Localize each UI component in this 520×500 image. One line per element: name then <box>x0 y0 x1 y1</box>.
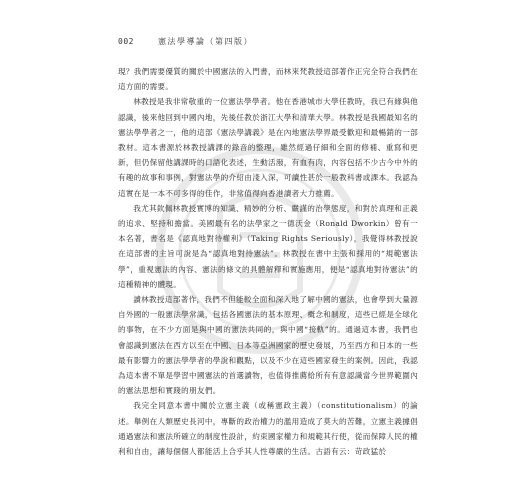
paragraph: 我完全同意本書中關於立憲主義（或稱憲政主義）（constitutionalism）的論述。舉例在人類歷史長河中，專斷的政治權力的濫用造成了莫大的苦難，立憲主義據倡通過憲法和憲法所確立的制度性設計，約束國家權力和規範其行使，從而保障人民的權利和自由，讓每個個人都能活上合乎其人性尊嚴的生活。古語有云：苛政猛於 <box>118 401 418 457</box>
paragraph: 現？我們需要優質的關於中國憲法的入門書，而林來梵教授這部著作正完全符合我們在這方面的需要。 <box>118 67 418 92</box>
paragraph: 讀林教授這部著作，我們不但能較全面和深入地了解中國的憲法，也會學到大量源自外國的一般憲法學常識，包括各國憲法的基本原理、概念和制度，這些已經是全球化的事物，在不少方面是與中國的憲法共同的，與中國“接軌”的。通過這本書，我們也會認識到憲法在西方以至在中國、日本等亞洲國家的歷史發展，乃至西方和日本的一些最有影響力的憲法學學者的學說和觀點，以及不少在這些國家發生的案例。因此，我認為這本書不單是學習中國憲法的首選讀物，也值得推薦給所有有意認識當今世界範圍內的憲法思想和實踐的朋友們。 <box>118 295 418 396</box>
page-number: 002 <box>118 37 134 46</box>
paragraph: 我尤其欽佩林教授實博的知識、精妙的分析、嚴謹的治學態度，和對於真理和正義的追求、堅持和擔當。美國最有名的法學家之一德沃金（Ronald Dworkin）曾有一本名著，書名是《認真地對待權利》（Taking Rights Seriously），我覺得林教授說在這部書的主旨可說是為“認真地對待憲法”。林教授在書中主張和採用的“規範憲法學”，重視憲法的內容、憲法的條文的具體解釋和實施應用，便是“認真地對待憲法”的這種精神的體現。 <box>118 203 418 289</box>
body-text <box>118 64 418 459</box>
running-title: 憲法學導論（第四版） <box>157 37 253 46</box>
paragraph: 林教授是我非常敬重的一位憲法學學者。他在香港城市大學任教時，我已有緣與他認識，後來他回到中國內地，先後任教於浙江大學和清華大學。林教授是我國最知名的憲法學學者之一，他的這部《憲法學講義》是在內地憲法學界最受歡迎和最暢銷的一部教材。這本書源於林教授講課的錄音的整理，雖然經過仔細和全面的修補、重寫和更新，但仍保留他講課時的口語化表述，生動活潑，有血有肉，內容包括不少古今中外的有趣的故事和事例，對憲法學的介紹由淺入深，可讀性甚於一般教科書或課本。我認為這實在是一本不可多得的佳作，非常值得向香港讀者大力推薦。 <box>118 97 418 198</box>
running-header <box>118 36 418 47</box>
